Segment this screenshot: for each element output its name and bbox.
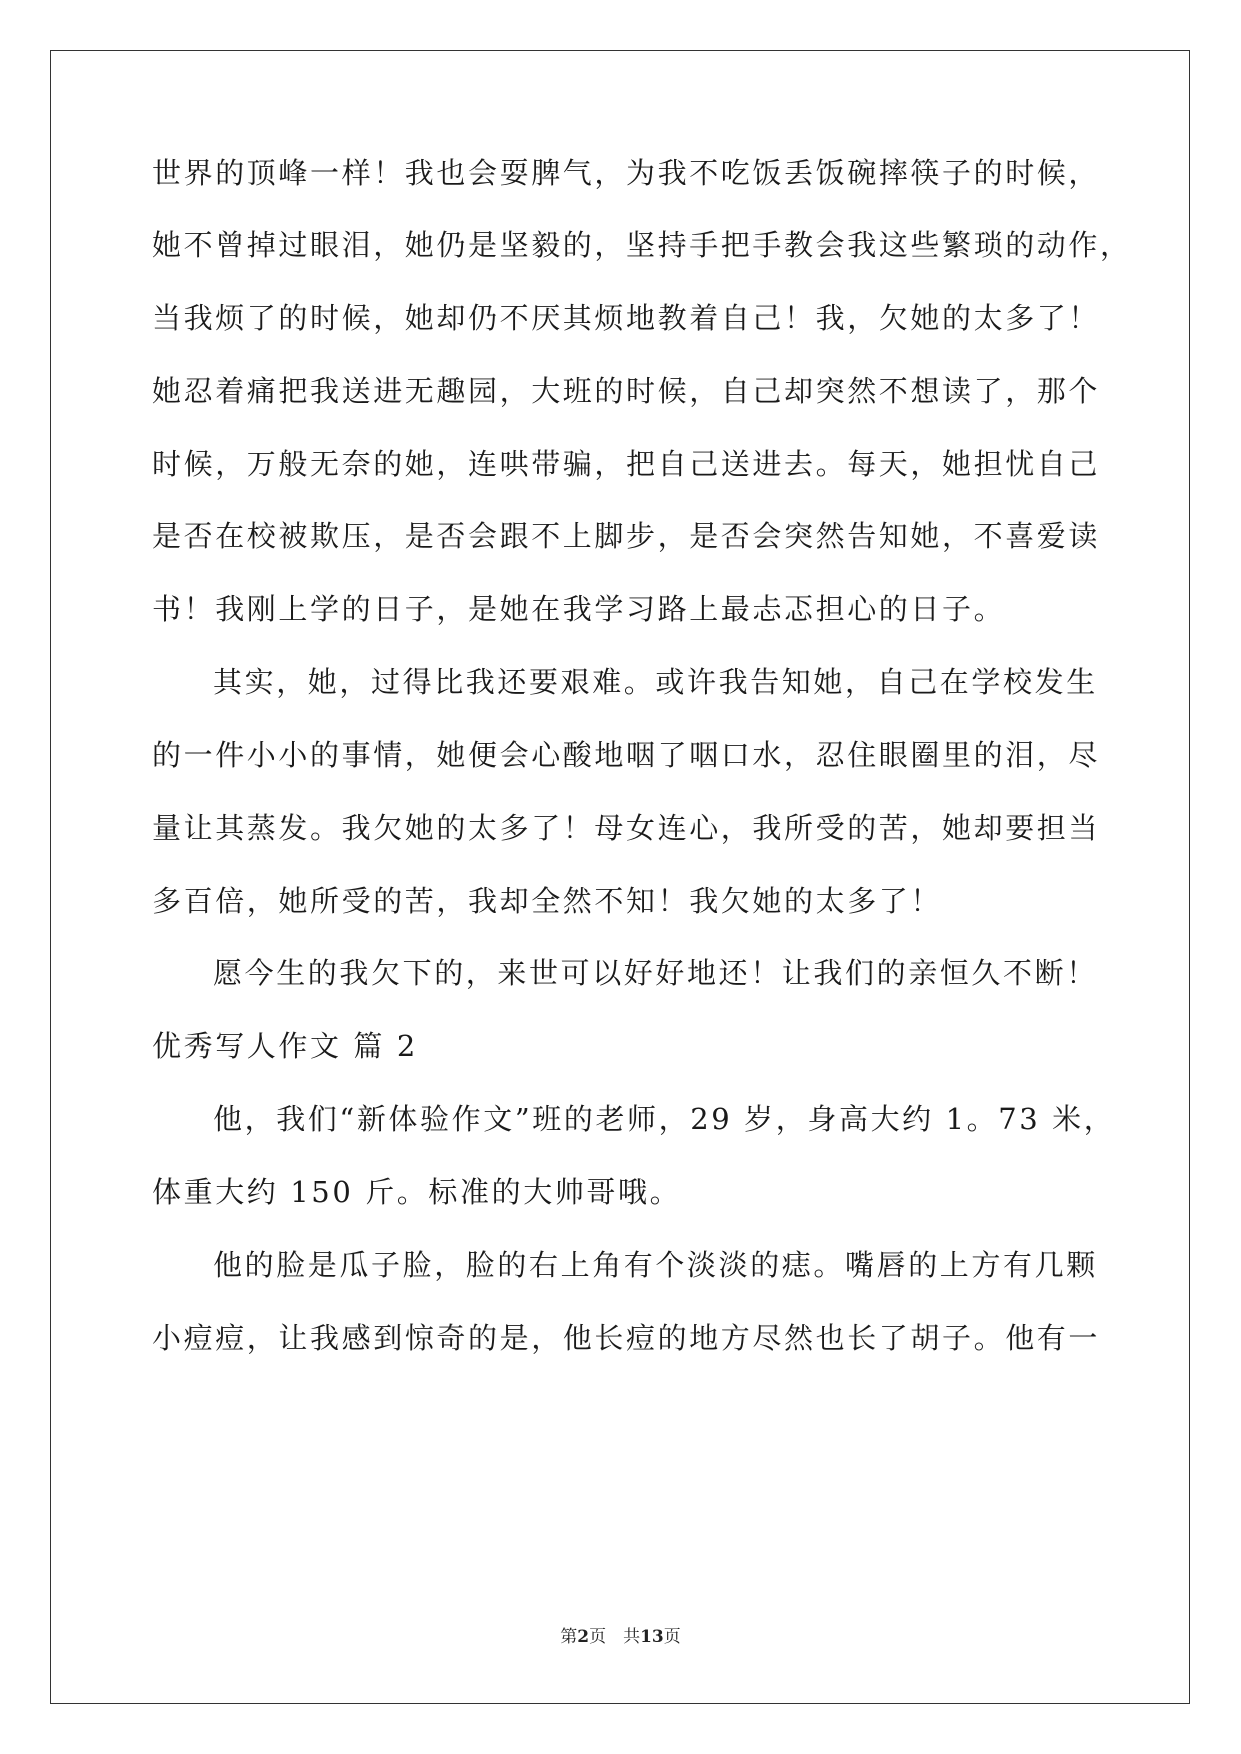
section-heading: 优秀写人作文 篇 2 [152, 1029, 418, 1063]
page-prefix: 第 [560, 1627, 578, 1647]
text-line-14: 他，我们“新体验作文”班的老师，29 岁，身高大约 1。73 米， [213, 1102, 1116, 1136]
page-mid: 页 共 [589, 1627, 641, 1647]
text-line-4: 她忍着痛把我送进无趣园，大班的时候，自己却突然不想读了，那个 [152, 374, 1101, 408]
text-line-5: 时候，万般无奈的她，连哄带骗，把自己送进去。每天，她担忧自己 [152, 447, 1101, 481]
text-line-8: 其实，她，过得比我还要艰难。或许我告知她，自己在学校发生 [213, 665, 1098, 699]
text-line-3: 当我烦了的时候，她却仍不厌其烦地教着自己！我，欠她的太多了！ [152, 301, 1101, 335]
page-total: 13 [640, 1627, 664, 1647]
text-line-17: 小痘痘，让我感到惊奇的是，他长痘的地方尽然也长了胡子。他有一 [152, 1321, 1101, 1355]
page-border [50, 50, 1190, 1704]
text-line-9: 的一件小小的事情，她便会心酸地咽了咽口水，忍住眼圈里的泪，尽 [152, 738, 1101, 772]
text-line-11: 多百倍，她所受的苦，我却全然不知！我欠她的太多了！ [152, 884, 943, 918]
text-line-10: 量让其蒸发。我欠她的太多了！母女连心，我所受的苦，她却要担当 [152, 811, 1101, 845]
page-footer [0, 1622, 1241, 1647]
page-suffix: 页 [663, 1627, 681, 1647]
text-line-6: 是否在校被欺压，是否会跟不上脚步，是否会突然告知她，不喜爱读 [152, 519, 1101, 553]
text-line-1: 世界的顶峰一样！我也会耍脾气，为我不吃饭丢饭碗摔筷子的时候， [152, 156, 1101, 190]
text-line-7: 书！我刚上学的日子，是她在我学习路上最忐忑担心的日子。 [152, 592, 1006, 626]
page-current: 2 [577, 1627, 590, 1647]
text-line-2: 她不曾掉过眼泪，她仍是坚毅的，坚持手把手教会我这些繁琐的动作， [152, 228, 1132, 262]
text-line-16: 他的脸是瓜子脸，脸的右上角有个淡淡的痣。嘴唇的上方有几颗 [213, 1248, 1098, 1282]
text-line-12: 愿今生的我欠下的，来世可以好好地还！让我们的亲恒久不断！ [213, 956, 1098, 990]
text-line-15: 体重大约 150 斤。标准的大帅哥哦。 [152, 1175, 682, 1209]
